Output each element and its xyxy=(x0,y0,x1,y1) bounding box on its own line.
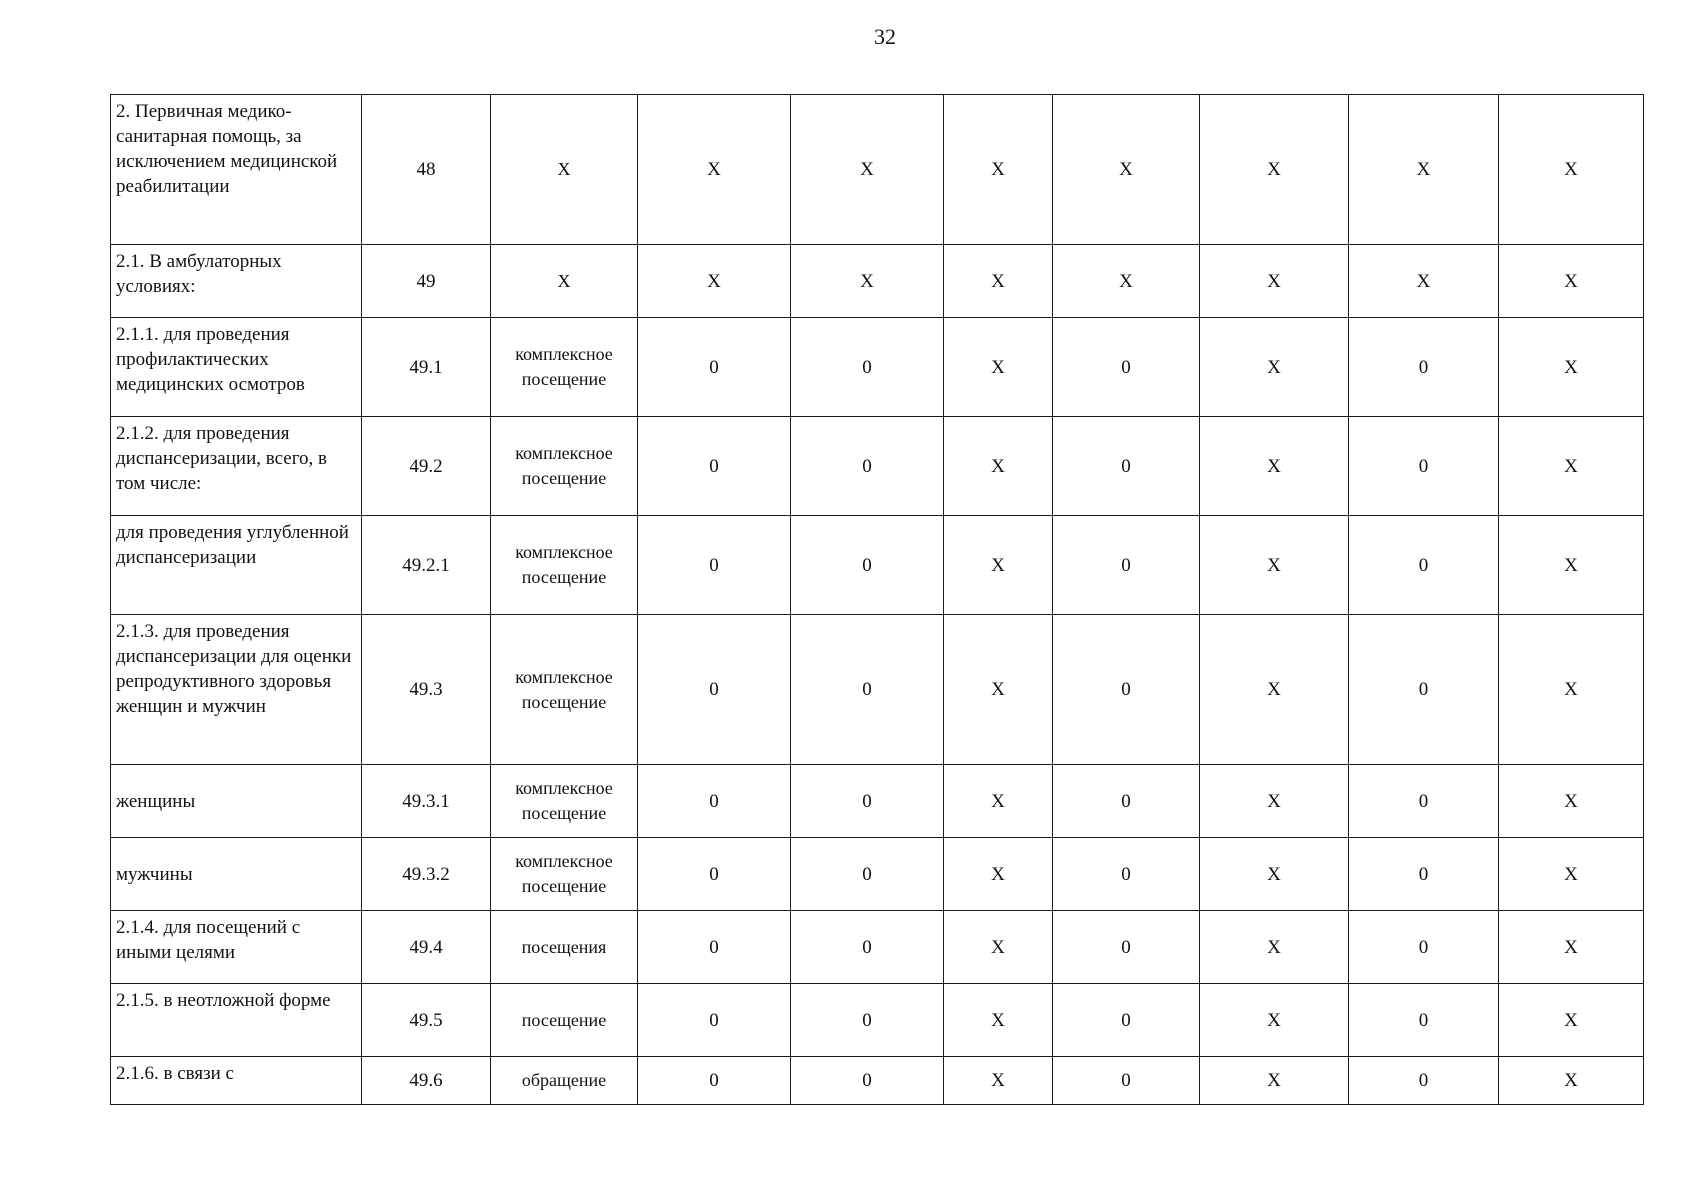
row-value-5: Х xyxy=(1200,318,1349,417)
row-value-3: Х xyxy=(944,838,1053,911)
row-value-2: 0 xyxy=(791,516,944,615)
row-value-7: Х xyxy=(1499,1057,1644,1105)
row-value-1: Х xyxy=(638,245,791,318)
row-value-3: Х xyxy=(944,615,1053,765)
row-value-2: 0 xyxy=(791,417,944,516)
row-value-3: Х xyxy=(944,95,1053,245)
row-value-3: Х xyxy=(944,911,1053,984)
row-value-1: 0 xyxy=(638,838,791,911)
table-row xyxy=(111,911,1644,984)
row-value-5: Х xyxy=(1200,1057,1349,1105)
row-value-5: Х xyxy=(1200,95,1349,245)
row-code: 49.2.1 xyxy=(362,516,491,615)
row-value-3: Х xyxy=(944,1057,1053,1105)
row-name: 2. Первичная медико-санитарная помощь, за исключением медицинской реабилитации xyxy=(111,95,362,245)
row-value-2: 0 xyxy=(791,911,944,984)
row-value-4: Х xyxy=(1053,245,1200,318)
row-value-5: Х xyxy=(1200,615,1349,765)
row-value-4: 0 xyxy=(1053,318,1200,417)
row-unit: комплексное посещение xyxy=(491,765,638,838)
row-value-7: Х xyxy=(1499,417,1644,516)
row-code: 49.4 xyxy=(362,911,491,984)
row-value-5: Х xyxy=(1200,984,1349,1057)
row-value-6: 0 xyxy=(1349,417,1499,516)
row-value-5: Х xyxy=(1200,765,1349,838)
row-value-3: Х xyxy=(944,245,1053,318)
row-value-6: 0 xyxy=(1349,1057,1499,1105)
table-row xyxy=(111,615,1644,765)
row-value-4: Х xyxy=(1053,95,1200,245)
row-value-1: 0 xyxy=(638,911,791,984)
table-row xyxy=(111,417,1644,516)
row-value-6: Х xyxy=(1349,95,1499,245)
row-value-7: Х xyxy=(1499,95,1644,245)
row-value-1: 0 xyxy=(638,318,791,417)
data-table xyxy=(110,94,1644,1105)
row-value-1: 0 xyxy=(638,765,791,838)
table-row xyxy=(111,516,1644,615)
row-name: 2.1.6. в связи с xyxy=(111,1057,362,1105)
row-name: для проведения углубленной диспансеризации xyxy=(111,516,362,615)
row-value-7: Х xyxy=(1499,838,1644,911)
row-value-1: 0 xyxy=(638,984,791,1057)
row-value-2: 0 xyxy=(791,984,944,1057)
row-value-5: Х xyxy=(1200,245,1349,318)
row-name: 2.1.1. для проведения профилактических медицинских осмотров xyxy=(111,318,362,417)
row-code: 49.2 xyxy=(362,417,491,516)
row-unit: комплексное посещение xyxy=(491,516,638,615)
row-code: 49.5 xyxy=(362,984,491,1057)
row-value-2: Х xyxy=(791,95,944,245)
row-value-6: 0 xyxy=(1349,984,1499,1057)
row-value-2: 0 xyxy=(791,1057,944,1105)
row-value-7: Х xyxy=(1499,245,1644,318)
table-row xyxy=(111,95,1644,245)
row-value-3: Х xyxy=(944,765,1053,838)
row-value-4: 0 xyxy=(1053,765,1200,838)
table-row xyxy=(111,245,1644,318)
row-code: 49.1 xyxy=(362,318,491,417)
row-code: 49.3.2 xyxy=(362,838,491,911)
row-value-6: 0 xyxy=(1349,765,1499,838)
table-row xyxy=(111,838,1644,911)
row-value-6: 0 xyxy=(1349,838,1499,911)
table-row xyxy=(111,318,1644,417)
row-value-1: 0 xyxy=(638,615,791,765)
table-row xyxy=(111,1057,1644,1105)
row-code: 49.3.1 xyxy=(362,765,491,838)
row-value-4: 0 xyxy=(1053,911,1200,984)
row-value-4: 0 xyxy=(1053,516,1200,615)
row-unit: посещения xyxy=(491,911,638,984)
row-name: женщины xyxy=(111,765,362,838)
row-name: 2.1. В амбулаторных условиях: xyxy=(111,245,362,318)
row-value-3: Х xyxy=(944,984,1053,1057)
row-code: 49.3 xyxy=(362,615,491,765)
row-unit: комплексное посещение xyxy=(491,838,638,911)
row-unit: Х xyxy=(491,95,638,245)
row-unit: комплексное посещение xyxy=(491,318,638,417)
row-unit: комплексное посещение xyxy=(491,615,638,765)
row-value-5: Х xyxy=(1200,417,1349,516)
row-value-3: Х xyxy=(944,318,1053,417)
table-row xyxy=(111,765,1644,838)
row-code: 49.6 xyxy=(362,1057,491,1105)
row-value-2: Х xyxy=(791,245,944,318)
row-value-2: 0 xyxy=(791,838,944,911)
row-value-6: 0 xyxy=(1349,516,1499,615)
row-value-7: Х xyxy=(1499,984,1644,1057)
row-value-6: 0 xyxy=(1349,318,1499,417)
row-name: 2.1.3. для проведения диспансеризации для оценки репродуктивного здоровья женщин и мужчин xyxy=(111,615,362,765)
row-value-4: 0 xyxy=(1053,838,1200,911)
row-value-5: Х xyxy=(1200,911,1349,984)
row-value-4: 0 xyxy=(1053,417,1200,516)
row-value-1: 0 xyxy=(638,1057,791,1105)
row-value-7: Х xyxy=(1499,911,1644,984)
row-unit: обращение xyxy=(491,1057,638,1105)
row-value-7: Х xyxy=(1499,318,1644,417)
row-value-7: Х xyxy=(1499,516,1644,615)
row-name: мужчины xyxy=(111,838,362,911)
row-value-1: 0 xyxy=(638,417,791,516)
row-value-5: Х xyxy=(1200,516,1349,615)
row-value-2: 0 xyxy=(791,318,944,417)
row-name: 2.1.2. для проведения диспансеризации, всего, в том числе: xyxy=(111,417,362,516)
row-name: 2.1.4. для посещений с иными целями xyxy=(111,911,362,984)
row-unit: посещение xyxy=(491,984,638,1057)
row-code: 49 xyxy=(362,245,491,318)
table-row xyxy=(111,984,1644,1057)
page-number: 32 xyxy=(874,24,896,49)
row-value-6: 0 xyxy=(1349,615,1499,765)
row-value-2: 0 xyxy=(791,615,944,765)
row-value-4: 0 xyxy=(1053,1057,1200,1105)
row-value-5: Х xyxy=(1200,838,1349,911)
row-value-3: Х xyxy=(944,417,1053,516)
row-value-7: Х xyxy=(1499,765,1644,838)
row-value-3: Х xyxy=(944,516,1053,615)
row-code: 48 xyxy=(362,95,491,245)
row-unit: комплексное посещение xyxy=(491,417,638,516)
row-name: 2.1.5. в неотложной форме xyxy=(111,984,362,1057)
row-value-1: 0 xyxy=(638,516,791,615)
row-value-6: Х xyxy=(1349,245,1499,318)
row-value-1: Х xyxy=(638,95,791,245)
row-value-2: 0 xyxy=(791,765,944,838)
row-value-7: Х xyxy=(1499,615,1644,765)
row-value-6: 0 xyxy=(1349,911,1499,984)
row-value-4: 0 xyxy=(1053,615,1200,765)
row-unit: Х xyxy=(491,245,638,318)
row-value-4: 0 xyxy=(1053,984,1200,1057)
